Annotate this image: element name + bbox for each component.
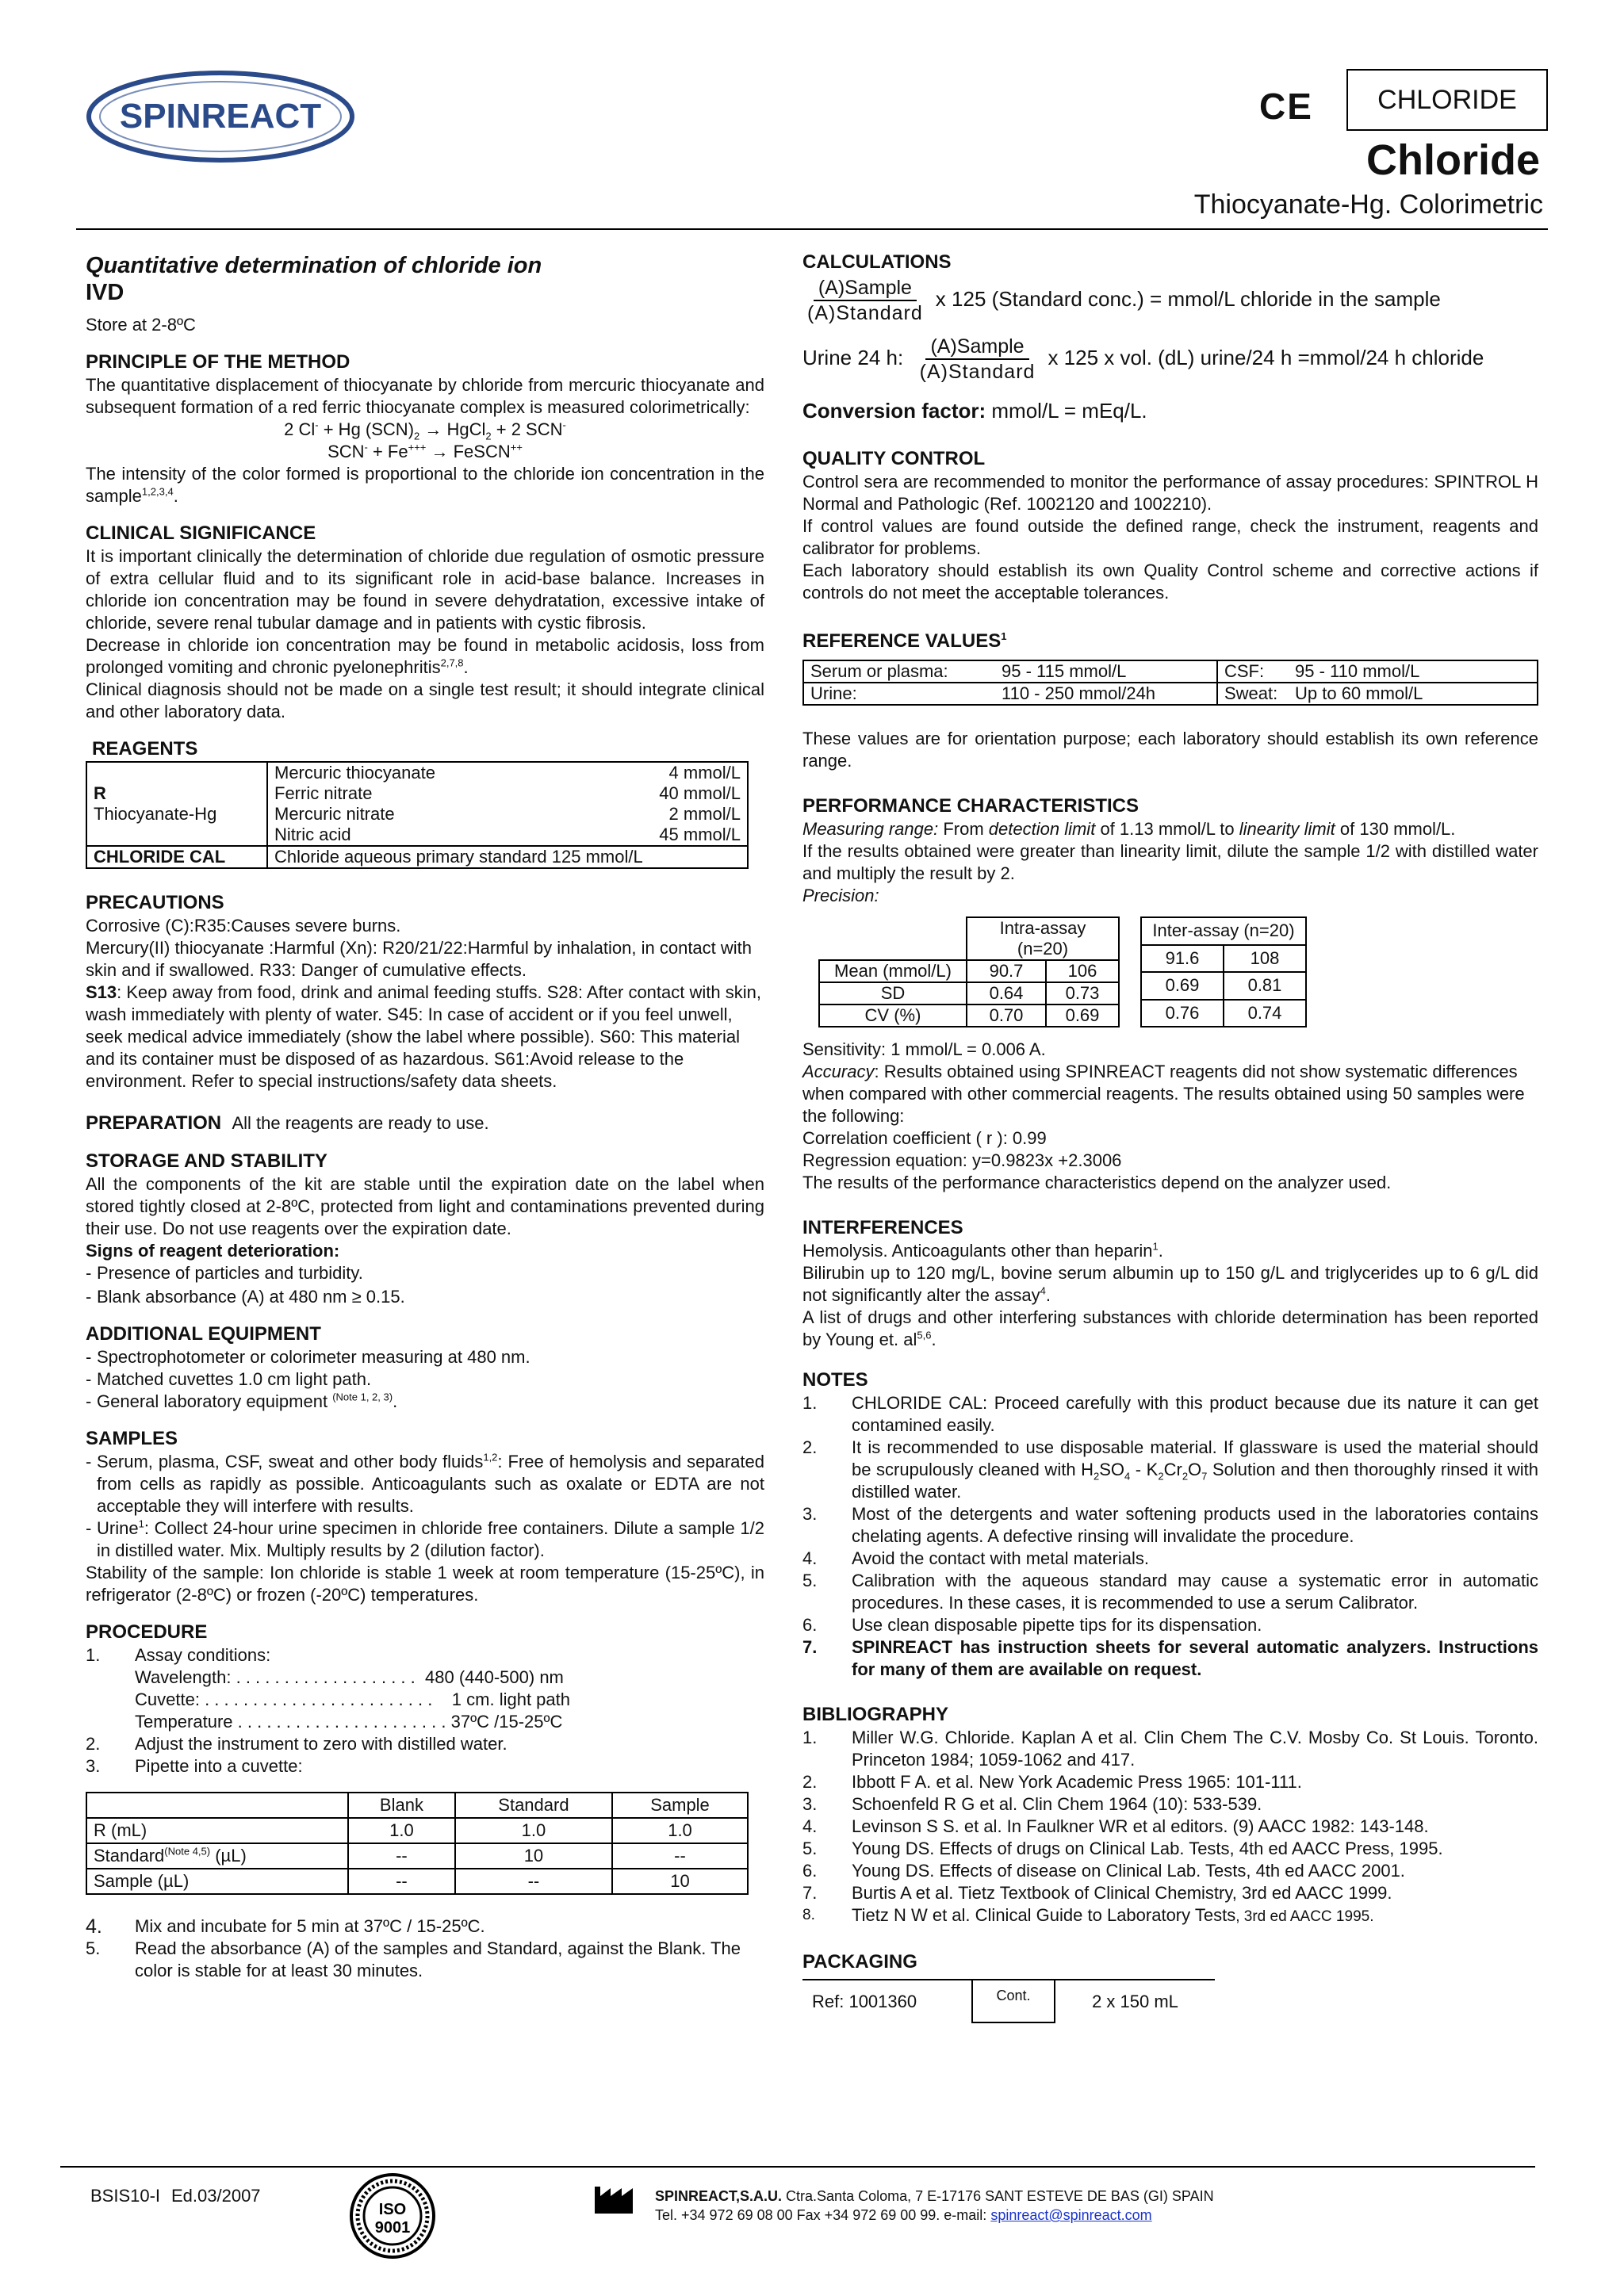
manufacturer-icon xyxy=(593,2182,639,2214)
procedure-steps: 1. Assay conditions: Wavelength: . . . . . . . . . . . . . . . . . . . 480 (440-500) nm Cuvette: . . . . . . . . . . . . . . . . . . . . . . . . 1 cm. light path Temperature . . . . . . . . . . . . . . . . . . . . . . 37ºC /15-25ºC 2. Adjust the instrument to zero with distilled water. 3. Pipette into a cuvette: xyxy=(86,1644,764,1777)
clinical-heading: CLINICAL SIGNIFICANCE xyxy=(86,522,316,544)
qc-text-3: Each laboratory should establish its own Quality Control scheme and corrective actions if controls do not meet the acceptable tolerances. xyxy=(802,561,1538,603)
interf-text-1: Hemolysis. Anticoagulants other than heparin$^1$. xyxy=(802,1240,1163,1261)
qc-heading: QUALITY CONTROL xyxy=(802,448,986,469)
principle-text-2: The intensity of the color formed is proportional to the chloride ion concentration in the sample$^{1,2,3,4}$. xyxy=(86,464,764,506)
dilution-note: If the results obtained were greater than linearity limit, dilute the sample 1/2 with distilled water and multiply the result by 2. xyxy=(802,841,1538,883)
clinical-text-3: Clinical diagnosis should not be made on a single test result; it should integrate clinical and other laboratory data. xyxy=(86,679,764,721)
right-column xyxy=(802,251,1538,2023)
precaution-line-3: S13: Keep away from food, drink and animal feeding stuffs. S28: After contact with skin, wash immediately with plenty of water. S45: In case of accident or if you feel unwell, seek medical advice immediately (show the label where possible). S60: This material and its container must be disposed of as hazardous. S61:Avoid release to the environment. Refer to special instructions/safety data sheets. xyxy=(86,982,761,1091)
precision-tables xyxy=(818,916,1538,1027)
product-label-box: CHLORIDE xyxy=(1346,69,1548,131)
cal-text: Chloride aqueous primary standard 125 mmol/L xyxy=(267,846,748,868)
analyzer-note: The results of the performance characteristics depend on the analyzer used. xyxy=(802,1173,1392,1192)
samples-heading: SAMPLES xyxy=(86,1428,178,1449)
performance-heading: PERFORMANCE CHARACTERISTICS xyxy=(802,795,1139,817)
cal-label: CHLORIDE CAL xyxy=(86,846,267,868)
calculations-heading: CALCULATIONS xyxy=(802,251,952,273)
measuring-range: Measuring range: From detection limit of 1.13 mmol/L to linearity limit of 130 mmol/L. xyxy=(802,819,1456,839)
sensitivity: Sensitivity: 1 mmol/L = 0.006 A. xyxy=(802,1039,1046,1059)
iso-certification-seal xyxy=(349,2172,436,2260)
svg-text:9001: 9001 xyxy=(374,2219,411,2237)
samples-list: - Serum, plasma, CSF, sweat and other body fluids$^{1,2}$: Free of hemolysis and separated from cells as rapidly as possible. Anticoagulants such as oxalate or EDTA are not acceptable they will interfere with results. - Urine$^1$: Collect 24-hour urine specimen in chloride free containers. Dilute a sample 1/2 in distilled water. Mix. Multiply results by 2 (dilution factor). xyxy=(86,1451,765,1560)
reagent-row: Nitric acid 45 mmol/L xyxy=(267,825,748,846)
spinreact-logo xyxy=(86,70,355,163)
footer-divider xyxy=(60,2166,1535,2168)
document-code: BSIS10-I xyxy=(90,2186,161,2206)
calc-formula-2: Urine 24 h: $\frac{\text{(A)Sample}}{\text{(A)Standard}}$ x 125 x vol. (dL) urine/24 h =mmol/24 h chloride xyxy=(802,335,1484,383)
reagent-row: Ferric nitrate 40 mmol/L xyxy=(267,783,748,804)
manufacturer-address: SPINREACT,S.A.U. Ctra.Santa Coloma, 7 E-17176 SANT ESTEVE DE BAS (GI) SPAIN Tel. +34 972 69 08 00 Fax +34 972 69 00 99. e-mail: spinreact@spinreact.com xyxy=(655,2188,1214,2223)
email-link[interactable]: spinreact@spinreact.com xyxy=(990,2207,1152,2223)
packaging-heading: PACKAGING xyxy=(802,1951,917,1973)
reference-heading: REFERENCE VALUES$^1$ xyxy=(802,630,1007,652)
ivd-label: IVD xyxy=(86,280,124,305)
reaction-equation-2: SCN- + Fe+++ → FeSCN++ xyxy=(327,441,523,461)
ce-mark: CE xyxy=(1259,86,1313,127)
packaging-table: Ref: 1001360 Cont. 2 x 150 mL xyxy=(802,1979,1215,2023)
reaction-equation-1: 2 Cl- + Hg $(SCN)_2$ → HgCl$_2$ + 2 SCN- xyxy=(284,419,566,442)
deterioration-heading: Signs of reagent deterioration: xyxy=(86,1241,340,1261)
clinical-text-2: Decrease in chloride ion concentration may be found in metabolic acidosis, loss from prolonged vomiting and chronic pyelonephritis$^{2,7,8}$. xyxy=(86,635,764,677)
clinical-text-1: It is important clinically the determination of chloride due regulation of osmotic pressure of extra cellular fluid and to its significant role in acid-base balance. Increases in chloride ion concentration may be found in severe dehydratation, excessive intake of chloride, severe renal tubular damage and in patients with cystic fibrosis. xyxy=(86,546,764,633)
regression: Regression equation: y=0.9823x +2.3006 xyxy=(802,1150,1122,1170)
logo-text: SPINREACT xyxy=(119,97,322,136)
principle-text: The quantitative displacement of thiocyanate by chloride from mercuric thiocyanate and subsequent formation of a red ferric thiocyanate complex is measured colorimetrically: xyxy=(86,375,764,417)
reagents-table xyxy=(86,761,749,869)
correlation: Correlation coefficient ( r ): 0.99 xyxy=(802,1128,1047,1148)
page-subtitle: Thiocyanate-Hg. Colorimetric xyxy=(1193,189,1543,220)
reagent-row: Mercuric thiocyanate 4 mmol/L xyxy=(267,762,748,783)
notes-list: 1. CHLORIDE CAL: Proceed carefully with this product because due its nature it can get contamined easily. 2. It is recommended to use disposable material. If glassware is used the material should be scrupulously cleaned with $H_2SO_4 - K_2Cr_2O_7$ Solution and then thoroughly rinsed it with distilled water. 3. Most of the detergents and water softening products used in the laboratories contains chelating agents. A defective rinsing will invalidate the procedure. 4. Avoid the contact with metal materials. 5. Calibration with the aqueous standard may cause a systematic error in automatic procedures. In these cases, it is recommended to use a serum Calibrator. 6. Use clean disposable pipette tips for its dispensation. 7. SPINREACT has instruction sheets for several automatic analyzers. Instructions for many of them are available on request. xyxy=(802,1393,1538,1679)
deterioration-list: - Presence of particles and turbidity. - Blank absorbance (A) at 480 nm ≥ 0.15. xyxy=(86,1263,405,1307)
sample-stability: Stability of the sample: Ion chloride is stable 1 week at room temperature (15-25ºC), in refrigerator (2-8ºC) or frozen (-20ºC) temperatures. xyxy=(86,1563,764,1605)
assay-conditions: Wavelength: . . . . . . . . . . . . . . . . . . . 480 (440-500) nm Cuvette: . . . . . . . . . . . . . . . . . . . . . . . . 1 cm. light path Temperature . . . . . . . . . . . . . . . . . . . . . . 37ºC /15-25ºC xyxy=(135,1667,570,1732)
conversion-factor: Conversion factor: mmol/L = mEq/L. xyxy=(802,399,1147,423)
storage-text: All the components of the kit are stable until the expiration date on the label when stored tightly closed at 2-8ºC, protected from light and contaminations prevented during their use. Do not use reagents over the expiration date. xyxy=(86,1174,764,1238)
svg-text:ISO: ISO xyxy=(378,2201,407,2218)
procedure-heading: PROCEDURE xyxy=(86,1621,208,1643)
reagent-row: Mercuric nitrate 2 mmol/L xyxy=(267,804,748,825)
precaution-line-1: Corrosive (C):R35:Causes severe burns. xyxy=(86,916,401,936)
bibliography-list: 1. Miller W.G. Chloride. Kaplan A et al. Clin Chem The C.V. Mosby Co. St Louis. Toronto. Princeton 1984; 1059-1062 and 417. 2. Ibbott F A. et al. New York Academic Press 1965: 101-111. 3. Schoenfeld R G et al. Clin Chem 1964 (10): 533-539. 4. Levinson S S. et al. In Faulkner WR et al editors. (9) AACC 1982: 143-148. 5. Young DS. Effects of drugs on Clinical Lab. Tests, 4th ed AACC Press, 1995. 6. Young DS. Effects of disease on Clinical Lab. Tests, 4th ed AACC 2001. 7. Burtis A et al. Tietz Textbook of Clinical Chemistry, 3rd ed AACC 1999. 8. Tietz N W et al. Clinical Guide to Laboratory Tests, 3rd ed AACC 1995. xyxy=(802,1728,1538,1925)
storage-heading: STORAGE AND STABILITY xyxy=(86,1150,327,1172)
inter-assay-table: Inter-assay (n=20) 91.6 108 0.69 0.81 0.76 0.74 xyxy=(1140,916,1307,1027)
reference-table: Serum or plasma: 95 - 115 mmol/L CSF: 95 - 110 mmol/L Urine: 110 - 250 mmol/24h Sweat: Up to 60 mmol/L xyxy=(802,660,1538,706)
precision-label: Precision: xyxy=(802,886,879,905)
precaution-line-2: Mercury(II) thiocyanate :Harmful (Xn): R20/21/22:Harmful by inhalation, in contact with skin and if swallowed. R33: Danger of cumulative effects. xyxy=(86,938,753,980)
precautions-heading: PRECAUTIONS xyxy=(86,892,224,913)
left-column xyxy=(86,252,764,1982)
interf-text-3: A list of drugs and other interfering substances with chloride determination has been reported by Young et. al$^{5,6}$. xyxy=(802,1307,1538,1349)
procedure-steps-2: 4. Mix and incubate for 5 min at 37ºC / 15-25ºC. 5. Read the absorbance (A) of the samples and Standard, against the Blank. The color is stable for at least 30 minutes. xyxy=(86,1915,741,1980)
bibliography-heading: BIBLIOGRAPHY xyxy=(802,1704,949,1725)
interferences-heading: INTERFERENCES xyxy=(802,1217,963,1238)
equipment-list: - Spectrophotometer or colorimeter measuring at 480 nm. - Matched cuvettes 1.0 cm light path. - General laboratory equipment $^{(Note 1, 2, 3)}$. xyxy=(86,1347,530,1411)
pipetting-table: Blank Standard Sample R (mL) 1.0 1.0 1.0 Standard$^{(Note 4,5)}$ (µL) -- 10 -- Sample (µL) -- -- 10 xyxy=(86,1792,749,1895)
principle-heading: PRINCIPLE OF THE METHOD xyxy=(86,351,350,373)
accuracy: Accuracy: Results obtained using SPINREACT reagents did not show systematic differences when compared with other commercial reagents. The results obtained using 50 samples were the following: xyxy=(802,1062,1525,1126)
reagents-heading: REAGENTS xyxy=(92,738,198,760)
edition: Ed.03/2007 xyxy=(171,2186,261,2206)
calc-formula-1: $\frac{\text{(A)Sample}}{\text{(A)Standard}}$ x 125 (Standard conc.) = mmol/L chloride in the sample xyxy=(807,277,1441,324)
qc-text-1: Control sera are recommended to monitor the performance of assay procedures: SPINTROL H Normal and Pathologic (Ref. 1002120 and 1002210). xyxy=(802,472,1538,514)
page-title: Chloride xyxy=(1365,136,1540,184)
storage-note: Store at 2-8ºC xyxy=(86,315,196,335)
intra-assay-table: Intra-assay (n=20) Mean (mmol/L) 90.7 106 SD 0.64 0.73 CV (%) 0.70 0.69 xyxy=(818,916,1120,1027)
header-divider xyxy=(76,228,1548,230)
reference-note: These values are for orientation purpose; each laboratory should establish its own reference range. xyxy=(802,729,1538,771)
main-title: Quantitative determination of chloride ion xyxy=(86,253,542,278)
reagent-r-cell: R Thiocyanate-Hg xyxy=(86,762,267,846)
qc-text-2: If control values are found outside the defined range, check the instrument, reagents and calibrator for problems. xyxy=(802,516,1538,558)
notes-heading: NOTES xyxy=(802,1369,868,1391)
equipment-heading: ADDITIONAL EQUIPMENT xyxy=(86,1323,321,1345)
interf-text-2: Bilirubin up to 120 mg/L, bovine serum albumin up to 150 g/L and triglycerides up to 6 g/L did not significantly alter the assay$^4$. xyxy=(802,1263,1538,1305)
preparation-section: PREPARATION All the reagents are ready to use. xyxy=(86,1112,489,1134)
